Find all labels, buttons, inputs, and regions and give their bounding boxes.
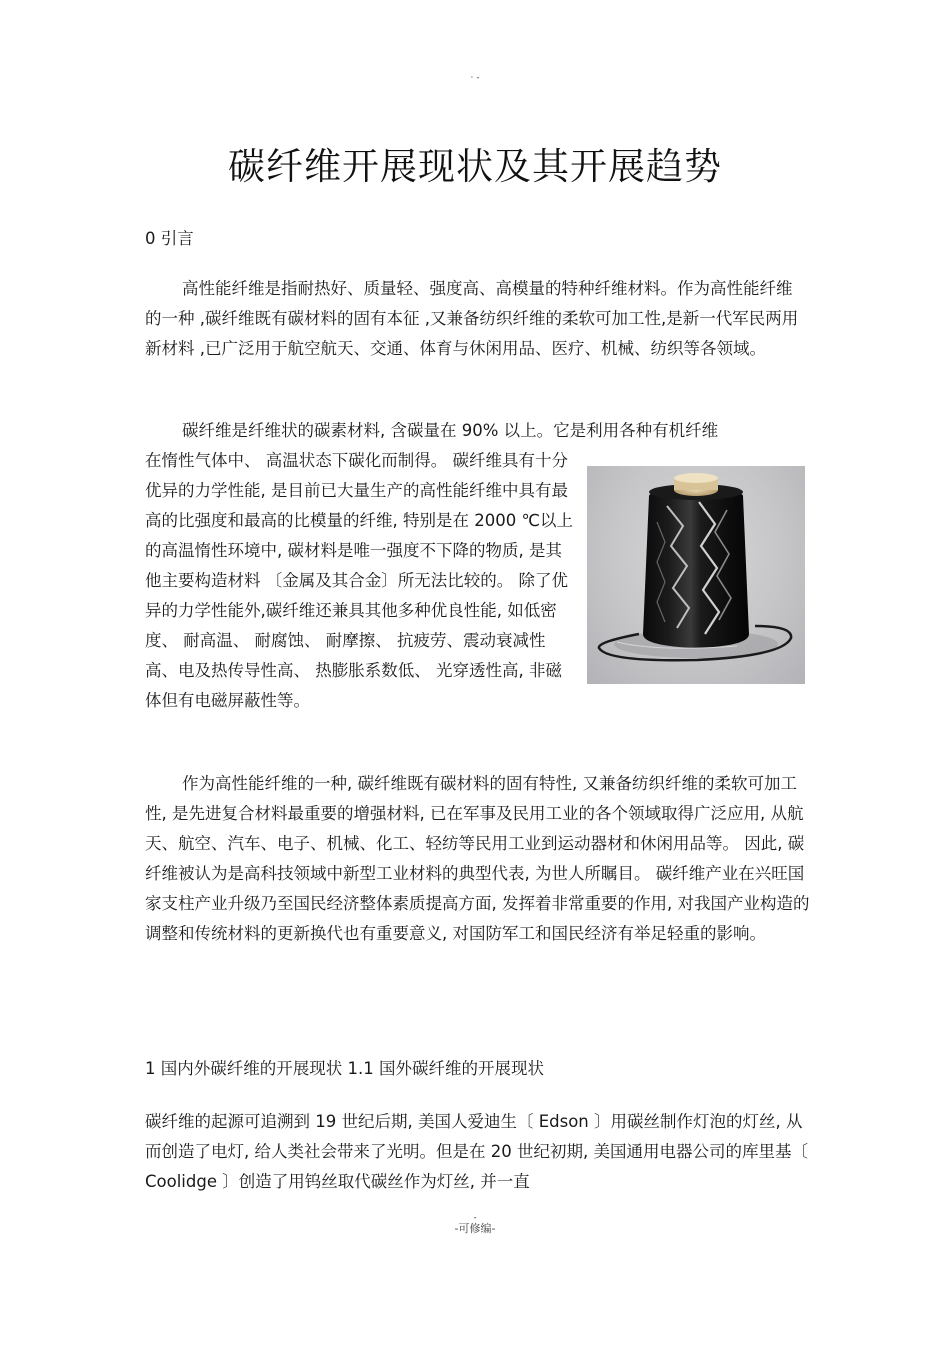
header-mark-text: · -: [470, 73, 480, 83]
intro-heading: 0 引言: [145, 229, 194, 248]
footer-label: -可修编-: [454, 1222, 496, 1235]
page-footer: [0, 1214, 950, 1236]
paragraph-3: 作为高性能纤维的一种, 碳纤维既有碳材料的固有特性, 又兼备纺织纤维的柔软可加工性, 是先进复合材料最重要的增强材料, 已在军事及民用工业的各个领域取得广泛应用, 从航天、航空、汽车、电子、机械、化工、轻纺等民用工业到运动器材和休闲用品等。 因此, 碳纤维被认为是高科技领域中新型工业材料的典型代表, 为世人所瞩目。 碳纤维产业在兴旺国家支柱产业升级乃至国民经济整体素质提高方面, 发挥着非常重要的作用, 对我国产业构造的调整和传统材料的更新换代也有重要意义, 对国防军工和国民经济有举足轻重的影响。: [145, 774, 810, 943]
paragraph-1: 高性能纤维是指耐热好、质量轻、强度高、高模量的特种纤维材料。作为高性能纤维的一种 ,碳纤维既有碳材料的固有本征 ,又兼备纺织纤维的柔软可加工性,是新一代军民两用新材料 ,已广泛用于航空航天、交通、体育与休闲用品、医疗、机械、纺织等各领域。: [145, 279, 799, 358]
header-marks: [0, 74, 950, 82]
paragraph-2-first-line: 碳纤维是纤维状的碳素材料, 含碳量在 90% 以上。它是利用各种有机纤维: [182, 421, 719, 440]
paragraph-2-body: 在惰性气体中、 高温状态下碳化而制得。 碳纤维具有十分优异的力学性能, 是目前已大量生产的高性能纤维中具有最高的比强度和最高的比模量的纤维, 特别是在 2000 ℃以上的高温惰性环境中, 碳材料是唯一强度不下降的物质, 是其他主要构造材料 〔金属及其合金〕所无法比较的。 除了优异的力学性能外,碳纤维还兼具其他多种优良性能, 如低密度、 耐高温、 耐腐蚀、 耐摩擦、 抗疲劳、震动衰减性高、电及热传导性高、 热膨胀系数低、 光穿透性高, 非磁体但有电磁屏蔽性等。: [145, 451, 574, 710]
document-title: 碳纤维开展现状及其开展趋势: [228, 145, 722, 188]
section-1-heading: 1 国内外碳纤维的开展现状 1.1 国外碳纤维的开展现状: [145, 1059, 544, 1078]
carbon-fiber-spool-illustration: [587, 466, 805, 684]
paragraph-4: 碳纤维的起源可追溯到 19 世纪后期, 美国人爱迪生〔 Edson 〕用碳丝制作灯泡的灯丝, 从而创造了电灯, 给人类社会带来了光明。但是在 20 世纪初期, 美国通用电器公司的库里基〔 Coolidge 〕创造了用钨丝取代碳丝作为灯丝, 并一直: [145, 1112, 808, 1191]
footer-dot: -: [473, 1213, 477, 1223]
carbon-fiber-spool-image: [587, 466, 805, 684]
